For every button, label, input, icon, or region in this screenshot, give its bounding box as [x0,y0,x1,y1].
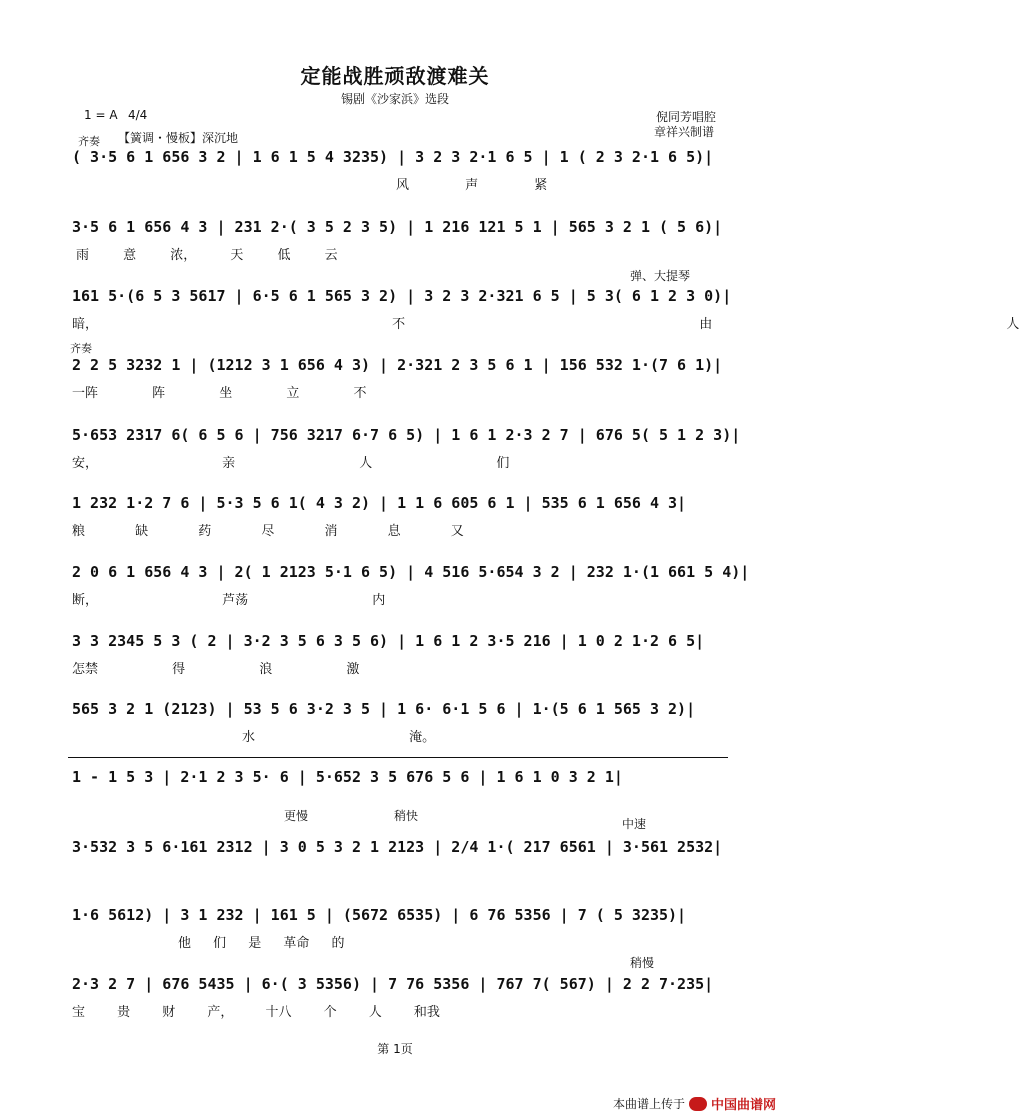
notation-line-3: 161 5·(6 5 3 5617 | 6·5 6 1 565 3 2) | 3 2 3 2·321 6 5 | 5 3( 6 1 2 3 0)| [72,287,732,305]
lyric-line-12: 他 们 是 革命 的 [178,936,345,951]
site-logo-icon [689,1097,707,1111]
marking-shaokuai: 稍快 [394,809,419,823]
notation-line-4: 2 2 5 3232 1 | (1212 3 1 656 4 3) | 2·321 2 3 5 6 1 | 156 532 1·(7 6 1)| [72,356,723,374]
site-name: 中国曲谱网 [710,1098,776,1113]
notation-line-5: 5·653 2317 6( 6 5 6 | 756 3217 6·7 6 5) | 1 6 1 2·3 2 7 | 676 5( 5 1 2 3)| [72,426,741,444]
section-divider [68,757,728,758]
notation-line-7: 2 0 6 1 656 4 3 | 2( 1 2123 5·1 6 5) | 4 516 5·654 3 2 | 232 1·(1 661 5 4)| [72,563,750,581]
lyric-line-1: 风 声 紧 [396,178,548,193]
marking-gengman: 更慢 [284,809,309,823]
marking-tempo: 【簧调・慢板】深沉地 [118,131,239,145]
key-signature: 1 = A [84,108,118,122]
lyric-line-2: 雨 意 浓， 天 低 云 [76,248,338,263]
marking-qizou-2: 齐奏 [70,342,92,355]
lyric-line-6: 粮 缺 药 尽 消 息 又 [72,524,464,539]
marking-shaoman: 稍慢 [630,956,655,970]
notation-line-2: 3·5 6 1 656 4 3 | 231 2·( 3 5 2 3 5) | 1 216 121 5 1 | 565 3 2 1 ( 5 6)| [72,218,723,236]
lyric-line-7: 断， 芦荡 内 [72,593,386,608]
lyric-line-9: 水 淹。 [242,730,436,745]
notation-line-12: 1·6 5612) | 3 1 232 | 161 5 | (5672 6535) | 6 76 5356 | 7 ( 5 3235)| [72,906,687,924]
page-number: 第 1页 [377,1042,413,1056]
lyric-line-3: 暗， 不 由 人 [72,317,1019,332]
time-signature: 4/4 [128,108,148,122]
lyric-line-13: 宝 贵 财 产， 十八 个 人 和我 [72,1005,440,1020]
transcriber-credit: 章祥兴制谱 [654,125,715,139]
notation-line-11: 3·532 3 5 6·161 2312 | 3 0 5 3 2 1 2123 | 2/4 1·( 217 6561 | 3·561 2532| [72,838,723,856]
lyric-line-5: 安， 亲 人 们 [72,456,510,471]
upload-note: 本曲谱上传于 [612,1097,685,1111]
notation-line-1: ( 3·5 6 1 656 3 2 | 1 6 1 5 4 3235) | 3 2 3 2·1 6 5 | 1 ( 2 3 2·1 6 5)| [72,148,714,166]
notation-line-9: 565 3 2 1 (2123) | 53 5 6 3·2 3 5 | 1 6· 6·1 5 6 | 1·(5 6 1 565 3 2)| [72,700,696,718]
marking-qizou: 齐奏 [78,135,100,148]
notation-line-6: 1 232 1·2 7 6 | 5·3 5 6 1( 4 3 2) | 1 1 6 605 6 1 | 535 6 1 656 4 3| [72,494,687,512]
marking-tanzou: 弹、大提琴 [630,269,691,283]
page-title: 定能战胜顽敌渡难关 [300,64,490,88]
lyric-line-4: 一阵 阵 坐 立 不 [72,386,367,401]
site-watermark [613,1094,776,1113]
singer-credit: 倪同芳唱腔 [656,110,717,124]
marking-zhongsu: 中速 [622,817,647,831]
notation-line-10: 1 - 1 5 3 | 2·1 2 3 5· 6 | 5·652 3 5 676 5 6 | 1 6 1 0 3 2 1| [72,768,623,786]
lyric-line-8: 怎禁 得 浪 激 [72,662,360,677]
notation-line-8: 3 3 2345 5 3 ( 2 | 3·2 3 5 6 3 5 6) | 1 6 1 2 3·5 216 | 1 0 2 1·2 6 5| [72,632,705,650]
notation-line-13: 2·3 2 7 | 676 5435 | 6·( 3 5356) | 7 76 5356 | 767 7( 567) | 2 2 7·235| [72,975,714,993]
page-subtitle: 锡剧《沙家浜》选段 [340,92,449,106]
